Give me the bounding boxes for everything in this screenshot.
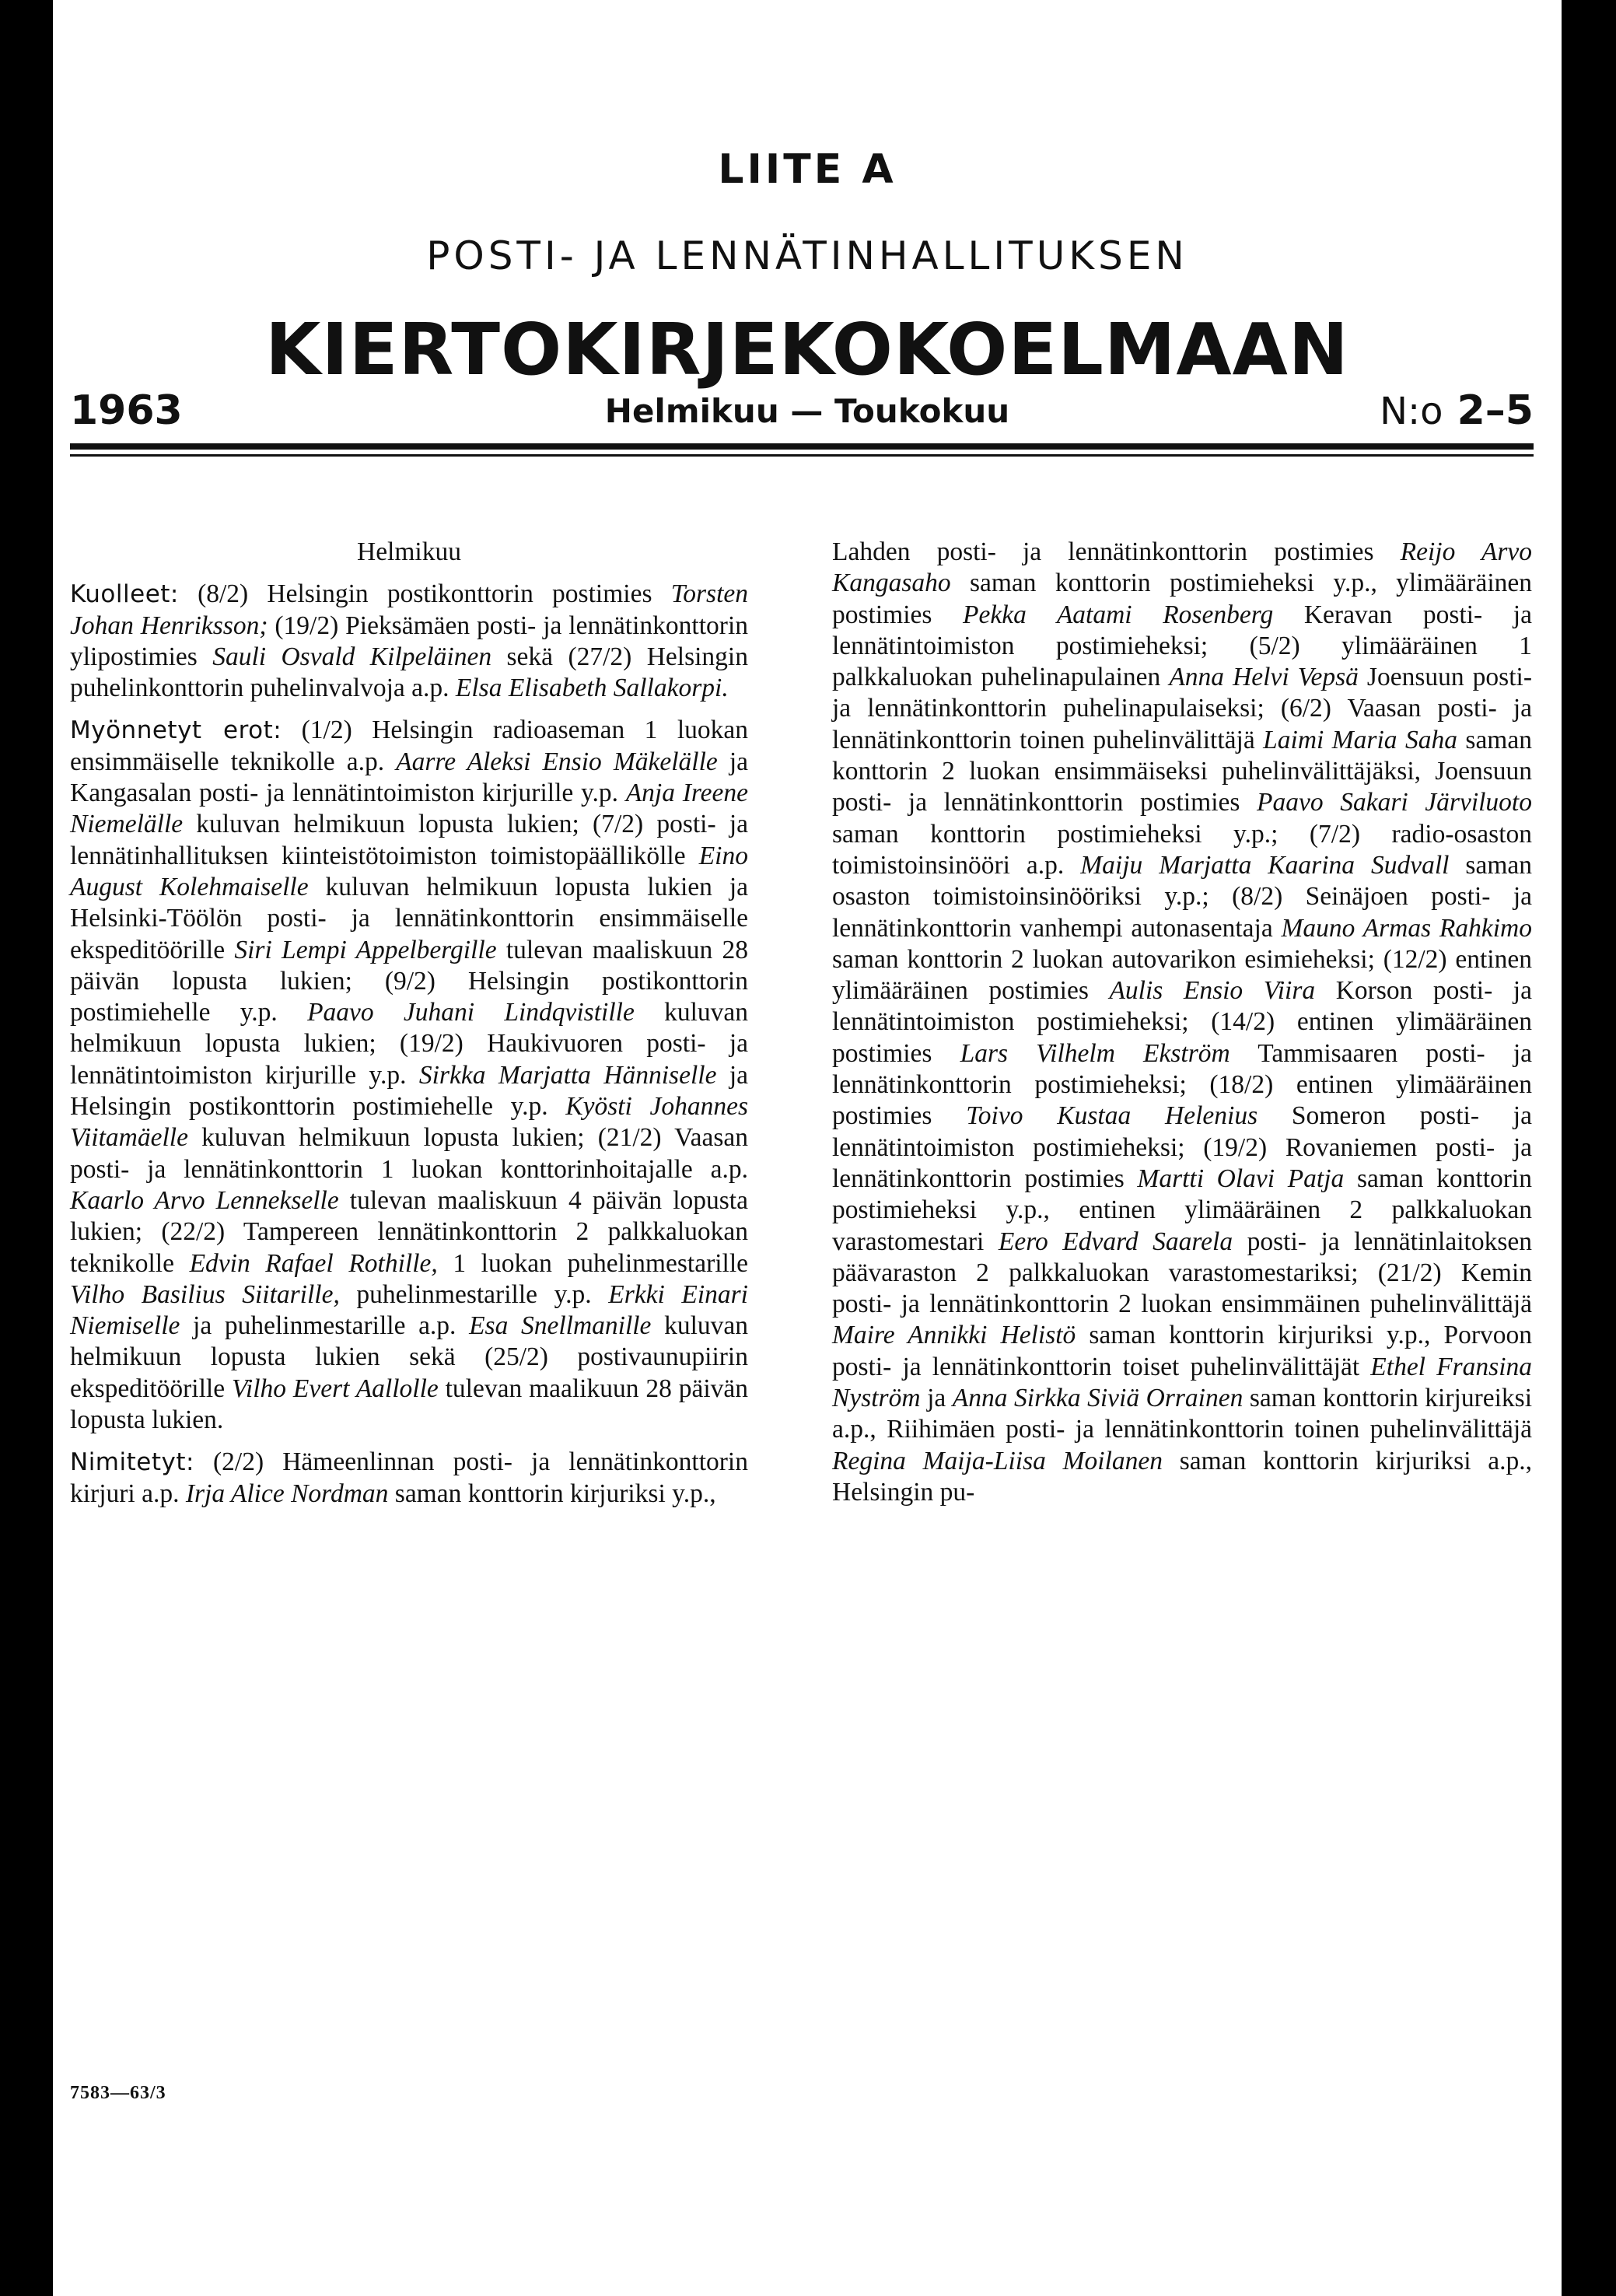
issue-prefix: N:o: [1380, 390, 1443, 433]
person-name: Paavo Sakari Järviluoto: [1257, 788, 1532, 817]
text-segment: (1/2) Helsingin radioaseman 1 luokan ensimmäiselle teknikolle a.p.: [70, 716, 748, 776]
person-name: Esa Snellmanille: [469, 1311, 652, 1341]
person-name: Sirkka Marjatta Hänniselle: [418, 1060, 717, 1090]
section-erot: [70, 715, 748, 1436]
text-segment: tulevan maaliskuun 4 päivän lopusta lukien; (22/2) Tampereen lennätinkonttorin 2 palkkaluokan teknikolle: [70, 1185, 748, 1278]
text-segment: saman konttorin 2 luokan autovarikon esimieheksi; (12/2) entinen ylimääräinen postimies: [832, 944, 1532, 1006]
text-segment: tulevan maaliskuun 28 päivän lopusta lukien; (9/2) Helsingin postikonttorin postimiehelle y.p.: [70, 935, 748, 1027]
person-name: Toivo Kustaa Helenius: [966, 1101, 1258, 1131]
header-rule-thick: [70, 443, 1534, 450]
text-segment: Korson posti- ja lennätintoimiston postimieheksi; (14/2) entinen ylimääräinen postimies: [832, 976, 1532, 1068]
text-segment: posti- ja lennätinlaitoksen päävaraston 2 palkkaluokan varastomestariksi; (21/2) Kemin posti- ja lennätinkonttorin 2 luokan ensimmäinen puhelinvälittäjä: [832, 1227, 1532, 1319]
person-name: Anna Sirkka Siviä Orrainen: [952, 1384, 1243, 1413]
person-name: Lars Vilhelm Ekström: [960, 1038, 1230, 1068]
text-segment: 1 luokan puhelinmestarille: [437, 1248, 749, 1278]
person-name: Pekka Aatami Rosenberg: [963, 600, 1274, 629]
issue-number-value: 2–5: [1457, 387, 1534, 434]
issue-months: Helmikuu — Toukokuu: [604, 392, 1010, 430]
text-segment: (19/2) Pieksämäen posti- ja lennätinkonttorin ylipostimies: [70, 611, 749, 671]
text-segment: saman konttorin postimieheksi y.p., ylimääräinen postimies: [832, 569, 1532, 629]
person-name: Maire Annikki Helistö: [832, 1321, 1076, 1350]
person-name: Vilho Basilius Siitarille,: [70, 1279, 340, 1309]
print-code: 7583—63/3: [70, 2083, 166, 2103]
person-name: Torsten Johan Henriksson;: [70, 579, 748, 640]
text-segment: saman konttorin kirjuriksi y.p., Porvoon posti- ja lennätinkonttorin toiset puhelinvälittäjät: [832, 1321, 1532, 1381]
person-name: Reijo Arvo Kangasaho: [832, 537, 1532, 598]
text-segment: puhelinmestarille y.p.: [339, 1279, 609, 1309]
text-segment: (8/2) Helsingin postikonttorin postimies: [178, 579, 671, 609]
text-segment: saman konttorin kirjuriksi a.p., Helsingin pu-: [832, 1446, 1532, 1507]
person-name: Eino August Kolehmaiselle: [70, 841, 748, 901]
person-name: Paavo Juhani Lindqvistille: [307, 998, 635, 1027]
person-name: Kyösti Johannes Viitamäelle: [70, 1092, 748, 1153]
text-segment: saman konttorin kirjureiksi a.p., Riihimäen posti- ja lennätinkonttorin toinen puhelinvälittäjä: [832, 1384, 1532, 1444]
person-name: Edvin Rafael Rothille,: [189, 1248, 438, 1278]
person-name: Elsa Elisabeth Sallakorpi.: [455, 674, 729, 703]
person-name: Vilho Evert Aallolle: [231, 1374, 439, 1403]
publisher-subtitle: POSTI- JA LENNÄTINHALLITUKSEN: [426, 233, 1188, 278]
person-name: Sauli Osvald Kilpeläinen: [212, 642, 492, 671]
person-name: Aarre Aleksi Ensio Mäkelälle: [396, 747, 718, 776]
person-name: Anna Helvi Vepsä: [1169, 663, 1359, 692]
section-body-erot: [70, 716, 748, 1434]
person-name: Maiju Marjatta Kaarina Sudvall: [1080, 850, 1450, 880]
text-segment: Lahden posti- ja lennätinkonttorin postimies: [832, 537, 1401, 566]
text-segment: saman konttorin postimieheksi y.p.; (7/2) radio-osaston toimistoinsinööri a.p.: [832, 819, 1532, 880]
person-name: Kaarlo Arvo Lennekselle: [70, 1185, 339, 1215]
section-nimitetyt: [70, 1447, 748, 1510]
issue-number: [1380, 387, 1534, 434]
section-kuolleet: [70, 579, 748, 704]
text-segment: (2/2) Hämeenlinnan posti- ja lennätinkonttorin kirjuri a.p.: [70, 1447, 748, 1508]
text-segment: kuluvan helmikuun lopusta lukien ja Helsinki-Töölön posti- ja lennätinkonttorin ensimmäiselle ekspeditöörille: [70, 872, 749, 964]
person-name: Eero Edvard Saarela: [998, 1227, 1233, 1256]
text-segment: kuluvan helmikuun lopusta lukien; (7/2) posti- ja lennätinhallituksen kiinteistötoimiston toimistopäällikölle: [70, 810, 748, 870]
text-segment: ja: [920, 1384, 953, 1413]
text-segment: sekä (27/2) Helsingin puhelinkonttorin puhelinvalvoja a.p.: [70, 642, 748, 703]
text-segment: Keravan posti- ja lennätintoimiston postimieheksi; (5/2) ylimääräinen 1 palkkaluokan puhelinapulainen: [832, 600, 1532, 692]
section-label-nimitetyt: Nimitetyt:: [70, 1448, 194, 1477]
issue-year: 1963: [70, 387, 183, 434]
text-segment: ja puhelinmestarille a.p.: [180, 1311, 470, 1341]
text-segment: saman konttorin 2 luokan ensimmäiseksi puhelinvälittäjäksi, Joensuun posti- ja lennätinkonttorin postimies: [832, 725, 1532, 817]
text-segment: saman konttorin kirjuriksi y.p.,: [388, 1479, 716, 1508]
text-segment: ja Kangasalan posti- ja lennätintoimiston kirjurille y.p.: [70, 747, 749, 808]
right-column-text: [832, 537, 1532, 1508]
right-column: [832, 537, 1532, 1508]
section-label-erot: Myönnetyt erot:: [70, 716, 282, 745]
text-segment: saman osaston toimistoinsinööriksi y.p.; (8/2) Seinäjoen posti- ja lennätinkonttorin vanhempi autonasentaja: [832, 850, 1532, 943]
person-name: Anja Ireene Niemelälle: [70, 779, 748, 839]
header-rule-thin: [70, 454, 1534, 457]
person-name: Siri Lempi Appelbergille: [234, 935, 497, 964]
text-segment: Joensuun posti- ja lennätinkonttorin puhelinapulaiseksi; (6/2) Vaasan posti- ja lennätinkonttorin toinen puhelinvälittäjä: [832, 663, 1532, 754]
person-name: Martti Olavi Patja: [1137, 1164, 1345, 1193]
text-segment: kuluvan helmikuun lopusta lukien sekä (25/2) postivaunupiirin ekspeditöörille: [70, 1311, 748, 1403]
left-column: [70, 537, 748, 1510]
person-name: Erkki Einari Niemiselle: [70, 1279, 748, 1341]
person-name: Ethel Fransina Nyström: [832, 1352, 1532, 1413]
text-segment: ja Helsingin postikonttorin postimiehelle y.p.: [70, 1060, 748, 1122]
text-segment: Tammisaaren posti- ja lennätinkonttorin postimieheksi; (18/2) entinen ylimääräinen postimies: [832, 1038, 1532, 1131]
person-name: Laimi Maria Saha: [1263, 725, 1457, 754]
text-segment: kuluvan helmikuun lopusta lukien; (19/2) Haukivuoren posti- ja lennätintoimiston kirjurille y.p.: [70, 998, 749, 1090]
appendix-label: LIITE A: [718, 146, 897, 193]
person-name: Mauno Armas Rahkimo: [1281, 913, 1532, 943]
text-segment: Someron posti- ja lennätintoimiston postimieheksi; (19/2) Rovaniemen posti- ja lennätinkonttorin postimies: [832, 1101, 1532, 1193]
text-segment: kuluvan helmikuun lopusta lukien; (21/2) Vaasan posti- ja lennätinkonttorin 1 luokan konttorinhoitajalle a.p.: [70, 1123, 748, 1184]
person-name: Irja Alice Nordman: [185, 1479, 389, 1508]
text-segment: tulevan maalikuun 28 päivän lopusta lukien.: [70, 1374, 749, 1435]
document-title: KIERTOKIRJEKOKOELMAAN: [265, 308, 1349, 391]
person-name: Regina Maija-Liisa Moilanen: [832, 1446, 1163, 1475]
text-segment: saman konttorin postimieheksi y.p., entinen ylimääräinen 2 palkkaluokan varastomestari: [832, 1164, 1532, 1256]
document-page: [53, 0, 1562, 2296]
month-heading: Helmikuu: [357, 537, 461, 566]
section-label-kuolleet: Kuolleet:: [70, 580, 179, 609]
person-name: Aulis Ensio Viira: [1109, 976, 1316, 1006]
